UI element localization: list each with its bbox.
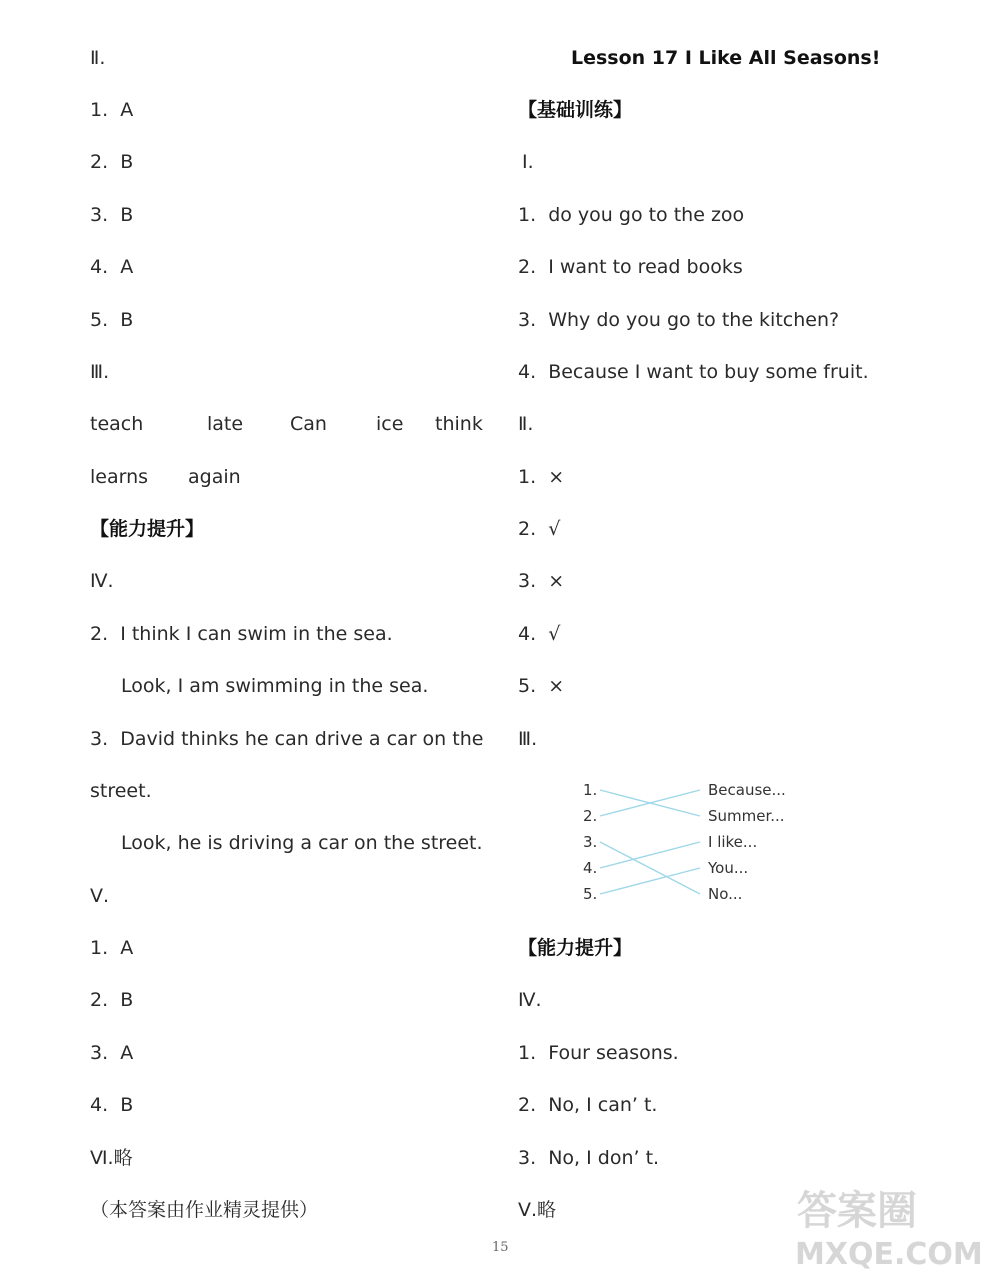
match-left-label: 1. (583, 781, 598, 799)
answer-line: 4. Because I want to buy some fruit. (518, 361, 869, 383)
answer-line: 3. Why do you go to the kitchen? (518, 309, 840, 331)
match-left-label: 4. (583, 859, 598, 877)
answer-line: 2. I want to read books (518, 256, 743, 278)
match-line (600, 868, 700, 894)
match-right-label: I like... (708, 833, 758, 851)
answer-line: 1. do you go to the zoo (518, 204, 745, 226)
answer-line: 2. B (90, 151, 134, 173)
section-heading-6: Ⅵ.略 (90, 1147, 133, 1169)
section-heading-4: Ⅳ. (518, 989, 542, 1011)
answer-line: 2. No, I can’ t. (518, 1094, 658, 1116)
answer-line: 4. A (90, 256, 134, 278)
word-answer: ice (376, 413, 404, 435)
answer-line: 3. David thinks he can drive a car on the (90, 728, 484, 750)
section-heading-2: Ⅱ. (90, 47, 106, 69)
answer-line: 5. B (90, 309, 134, 331)
section-heading-1: Ⅰ. (522, 151, 534, 173)
word-answer: learns (90, 466, 149, 488)
answer-line: street. (90, 780, 152, 802)
judge-answer: 4. √ (518, 623, 561, 645)
word-answer: think (435, 413, 483, 435)
answer-line: 3. B (90, 204, 134, 226)
word-answer: late (207, 413, 244, 435)
section-ability-left: 【能力提升】 (90, 518, 205, 540)
judge-answer: 2. √ (518, 518, 561, 540)
section-heading-5: Ⅴ. (90, 885, 110, 907)
section-heading-3: Ⅲ. (90, 361, 110, 383)
section-heading-3: Ⅲ. (518, 728, 538, 750)
answer-line: 3. A (90, 1042, 134, 1064)
word-answer: Can (290, 413, 327, 435)
credit-note: （本答案由作业精灵提供） (90, 1199, 319, 1221)
word-answer: teach (90, 413, 144, 435)
word-answer: again (188, 466, 241, 488)
match-line (600, 842, 700, 894)
answer-line: Look, I am swimming in the sea. (121, 675, 429, 697)
answer-line: Look, he is driving a car on the street. (121, 832, 483, 854)
match-line (600, 842, 700, 868)
answer-line: 2. I think I can swim in the sea. (90, 623, 393, 645)
answer-line: 1. A (90, 99, 134, 121)
match-left-label: 2. (583, 807, 598, 825)
match-left-label: 5. (583, 885, 598, 903)
section-ability-right: 【能力提升】 (518, 937, 633, 959)
answer-line: 1. Four seasons. (518, 1042, 679, 1064)
match-left-label: 3. (583, 833, 598, 851)
answer-line: 3. No, I don’ t. (518, 1147, 660, 1169)
matching-lines (590, 780, 710, 900)
watermark-logo (785, 1180, 995, 1270)
judge-answer: 1. × (518, 466, 565, 488)
match-right-label: Summer... (708, 807, 785, 825)
match-right-label: Because... (708, 781, 786, 799)
svg-text:答案圈: 答案圈 (797, 1188, 917, 1234)
svg-text:MXQE.COM: MXQE.COM (795, 1237, 983, 1270)
lesson-title: Lesson 17 I Like All Seasons! (571, 47, 881, 69)
section-heading-2: Ⅱ. (518, 413, 534, 435)
judge-answer: 5. × (518, 675, 565, 697)
match-right-label: No... (708, 885, 743, 903)
answer-line: 2. B (90, 989, 134, 1011)
page-number: 15 (492, 1240, 509, 1255)
judge-answer: 3. × (518, 570, 565, 592)
section-basic: 【基础训练】 (518, 99, 633, 121)
answer-line: 4. B (90, 1094, 134, 1116)
match-right-label: You... (708, 859, 749, 877)
section-heading-4: Ⅳ. (90, 570, 114, 592)
section-heading-5: Ⅴ.略 (518, 1199, 557, 1221)
answer-line: 1. A (90, 937, 134, 959)
